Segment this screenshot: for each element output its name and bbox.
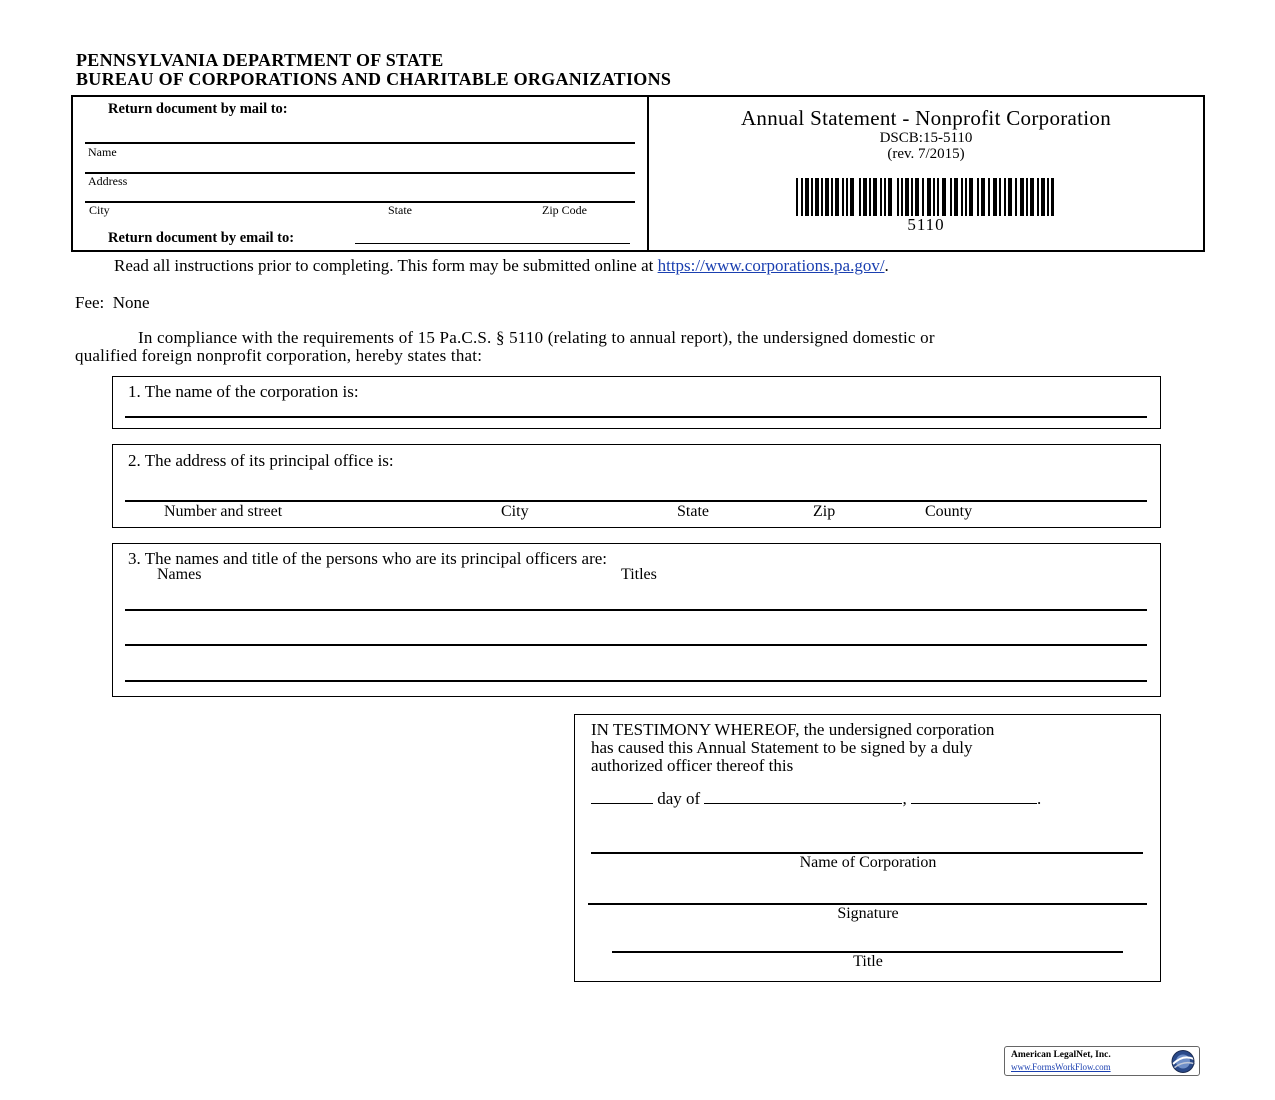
office-county-label: County: [925, 503, 973, 520]
zip-code-label: Zip Code: [542, 203, 587, 217]
title-label: Title: [853, 953, 883, 970]
logo-website[interactable]: www.FormsWorkFlow.com: [1011, 1062, 1111, 1072]
year-blank[interactable]: [911, 789, 1037, 804]
principal-office-line[interactable]: [125, 500, 1147, 502]
names-header: Names: [157, 566, 202, 583]
state-label: State: [388, 203, 412, 217]
section-3-label: 3. The names and title of the persons who are its principal officers are:: [128, 549, 607, 568]
address-label: Address: [88, 174, 128, 188]
department-title: PENNSYLVANIA DEPARTMENT OF STATE: [76, 50, 444, 70]
form-title: Annual Statement - Nonprofit Corporation: [740, 106, 1112, 130]
compliance-line-1: In compliance with the requirements of 15 Pa.C.S. § 5110 (relating to annual report), the undersigned domestic or: [138, 328, 935, 347]
office-city-label: City: [501, 503, 529, 520]
bureau-title: BUREAU OF CORPORATIONS AND CHARITABLE ORGANIZATIONS: [76, 69, 672, 89]
top-box-divider: [647, 95, 649, 252]
instructions-line: [114, 256, 889, 276]
day-of-label: day of: [657, 789, 701, 808]
testimony-line-2: has caused this Annual Statement to be signed by a duly: [591, 738, 973, 757]
mail-line-1[interactable]: [85, 142, 635, 144]
return-mail-label: Return document by mail to:: [108, 101, 288, 117]
barcode-number: 5110: [907, 215, 945, 234]
officer-line-1[interactable]: [125, 609, 1147, 611]
instructions-text: Read all instructions prior to completing. This form may be submitted online at: [114, 256, 654, 275]
name-label: Name: [88, 145, 117, 159]
name-of-corporation-label: Name of Corporation: [799, 854, 937, 871]
signature-label: Signature: [837, 905, 899, 922]
officer-line-2[interactable]: [125, 644, 1147, 646]
date-line: [591, 789, 1041, 809]
office-zip-label: Zip: [813, 503, 836, 520]
number-and-street-label: Number and street: [164, 503, 283, 520]
city-label: City: [89, 203, 110, 217]
testimony-line-3: authorized officer thereof this: [591, 756, 794, 775]
instructions-period: .: [884, 256, 889, 275]
titles-header: Titles: [621, 566, 657, 583]
compliance-line-2: qualified foreign nonprofit corporation, hereby states that:: [75, 346, 483, 365]
return-email-label: Return document by email to:: [108, 230, 295, 246]
section-1-label: 1. The name of the corporation is:: [128, 382, 359, 401]
form-revision: (rev. 7/2015): [887, 146, 965, 162]
date-comma: ,: [902, 789, 907, 808]
date-period: .: [1036, 789, 1042, 808]
logo-company-name: American LegalNet, Inc.: [1011, 1050, 1111, 1060]
form-code: DSCB:15-5110: [879, 130, 973, 146]
corporation-name-line[interactable]: [125, 416, 1147, 418]
name-line[interactable]: [85, 172, 635, 174]
testimony-line-1: IN TESTIMONY WHEREOF, the undersigned corporation: [591, 720, 995, 739]
barcode-icon: [796, 178, 1056, 216]
officer-line-3[interactable]: [125, 680, 1147, 682]
month-blank[interactable]: [704, 789, 902, 804]
fee-text: Fee: None: [75, 293, 150, 312]
email-line[interactable]: [355, 243, 630, 244]
office-state-label: State: [677, 503, 709, 520]
section-2-label: 2. The address of its principal office is:: [128, 451, 394, 470]
day-blank[interactable]: [591, 789, 653, 804]
american-legalnet-logo: [1004, 1046, 1200, 1076]
corporations-website-link[interactable]: https://www.corporations.pa.gov/: [657, 256, 885, 275]
globe-icon: [1169, 1048, 1197, 1075]
